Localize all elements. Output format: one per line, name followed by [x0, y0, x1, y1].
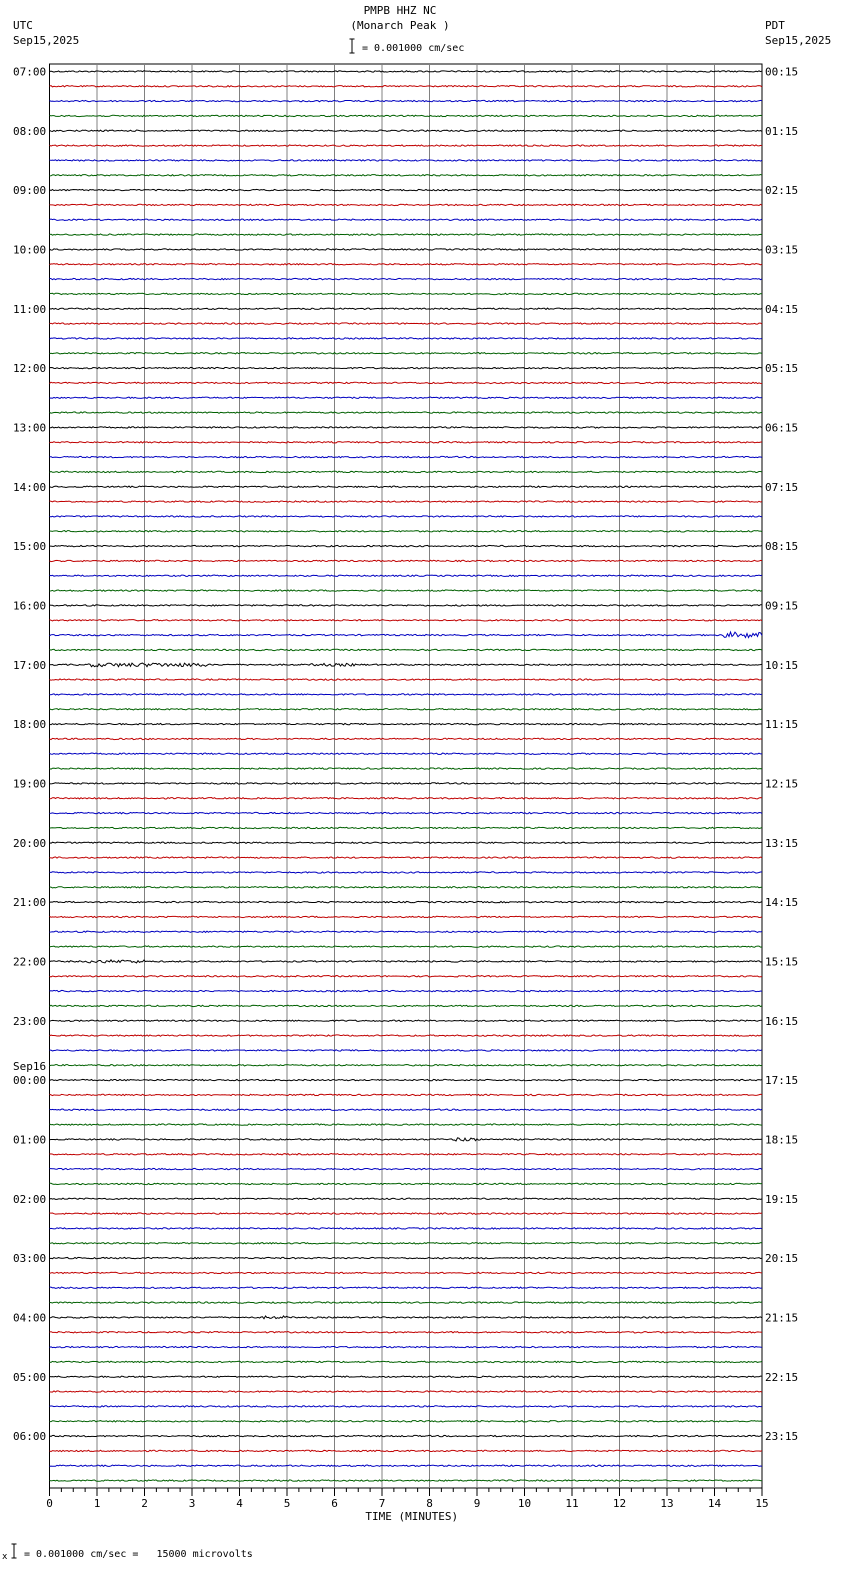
seismic-trace [50, 620, 763, 621]
seismic-trace [50, 723, 763, 724]
seismic-trace [50, 382, 763, 383]
seismic-trace [50, 1168, 763, 1169]
left-date-label: Sep15,2025 [13, 34, 80, 47]
seismic-trace [50, 471, 763, 472]
utc-hour-label: 07:00 [13, 65, 47, 79]
seismic-trace [50, 189, 763, 190]
seismic-trace [50, 1346, 763, 1347]
pdt-hour-label: 10:15 [765, 658, 799, 672]
seismic-trace [50, 204, 763, 205]
seismic-trace [50, 234, 763, 235]
x-tick-label: 7 [378, 1497, 386, 1510]
x-tick-label: 13 [660, 1497, 674, 1510]
seismic-trace [50, 1198, 763, 1199]
seismic-trace [50, 768, 763, 769]
seismic-trace [50, 1109, 763, 1110]
utc-hour-label: 04:00 [13, 1311, 47, 1325]
seismic-trace [50, 456, 763, 457]
seismic-trace [50, 857, 763, 858]
seismic-trace [50, 1154, 763, 1155]
seismic-trace [50, 1480, 763, 1481]
utc-hour-label: 20:00 [13, 836, 47, 850]
station-title: PMPB HHZ NC [363, 4, 437, 17]
seismic-trace [50, 1183, 763, 1184]
pdt-hour-label: 07:15 [765, 480, 799, 494]
pdt-hour-label: 05:15 [765, 362, 799, 376]
pdt-hour-label: 14:15 [765, 896, 799, 910]
seismic-trace [50, 694, 763, 695]
seismic-trace [50, 1391, 763, 1392]
seismic-trace [50, 1332, 763, 1333]
x-tick-label: 4 [236, 1497, 243, 1510]
pdt-hour-label: 06:15 [765, 421, 799, 435]
seismic-trace [50, 249, 763, 250]
utc-hour-label: 11:00 [13, 302, 47, 316]
utc-hour-label: 14:00 [13, 480, 47, 494]
pdt-hour-label: 12:15 [765, 777, 799, 791]
utc-hour-label: 05:00 [13, 1370, 47, 1384]
seismic-trace [50, 412, 763, 413]
utc-hour-label: 18:00 [13, 718, 47, 732]
seismic-trace [50, 115, 763, 116]
footer-scale-label: = 0.001000 cm/sec = 15000 microvolts [24, 1549, 253, 1560]
scale-label: = 0.001000 cm/sec [362, 43, 465, 54]
pdt-hour-label: 21:15 [765, 1311, 799, 1325]
left-timezone-label: UTC [13, 19, 33, 32]
seismic-trace [50, 175, 763, 176]
x-tick-label: 9 [473, 1497, 481, 1510]
seismic-trace [50, 1316, 763, 1319]
seismic-trace [50, 353, 763, 354]
pdt-hour-label: 02:15 [765, 184, 799, 198]
seismic-trace [50, 575, 763, 576]
seismic-trace [50, 545, 763, 546]
pdt-hour-label: 03:15 [765, 243, 799, 257]
pdt-hour-label: 23:15 [765, 1430, 799, 1444]
seismic-trace [50, 812, 763, 813]
seismic-trace [50, 1020, 763, 1021]
seismic-trace [50, 916, 763, 917]
utc-hour-label: 06:00 [13, 1430, 47, 1444]
seismic-trace [50, 976, 763, 977]
seismic-trace [50, 397, 763, 398]
plot-frame [50, 64, 763, 1488]
seismic-trace [50, 1450, 763, 1451]
utc-hour-label: 03:00 [13, 1252, 47, 1266]
x-tick-label: 2 [141, 1497, 148, 1510]
seismic-trace [50, 1376, 763, 1377]
x-tick-label: 1 [93, 1497, 101, 1510]
seismic-trace [50, 1124, 763, 1125]
seismic-trace [50, 1287, 763, 1288]
seismic-trace [50, 679, 763, 680]
seismic-trace [50, 531, 763, 532]
seismic-trace [50, 278, 763, 279]
date-change-label: Sep16 [13, 1060, 47, 1074]
seismic-trace [50, 86, 763, 87]
pdt-hour-label: 22:15 [765, 1370, 799, 1384]
x-tick-label: 6 [331, 1497, 338, 1510]
x-axis-label: TIME (MINUTES) [365, 1510, 459, 1523]
seismic-trace [50, 1065, 763, 1066]
seismic-trace [50, 946, 763, 947]
seismic-trace [50, 590, 763, 591]
seismic-trace [50, 1302, 763, 1303]
seismic-trace [50, 649, 763, 650]
seismic-trace [50, 1079, 763, 1080]
pdt-hour-label: 00:15 [765, 65, 799, 79]
x-tick-label: 0 [46, 1497, 53, 1510]
seismic-trace [50, 1421, 763, 1422]
seismic-trace [50, 872, 763, 873]
seismic-trace [50, 901, 763, 902]
seismic-trace [50, 931, 763, 932]
right-timezone-label: PDT [765, 19, 785, 32]
utc-hour-label: 22:00 [13, 955, 47, 969]
utc-hour-label: 16:00 [13, 599, 47, 613]
pdt-hour-label: 17:15 [765, 1074, 799, 1088]
pdt-hour-label: 01:15 [765, 124, 799, 138]
x-tick-label: 15 [755, 1497, 769, 1510]
seismic-trace [50, 887, 763, 888]
seismic-trace [50, 323, 763, 324]
seismic-trace [50, 1257, 763, 1258]
seismic-trace [50, 960, 763, 963]
pdt-hour-label: 16:15 [765, 1014, 799, 1028]
seismic-trace [50, 442, 763, 443]
utc-hour-label: 09:00 [13, 184, 47, 198]
seismic-trace [50, 145, 763, 146]
seismic-trace [50, 783, 763, 784]
seismic-trace [50, 1406, 763, 1407]
seismic-trace [50, 1435, 763, 1436]
utc-hour-label: 12:00 [13, 362, 47, 376]
seismic-trace [50, 1035, 763, 1036]
x-tick-label: 14 [707, 1497, 722, 1510]
seismic-trace [50, 71, 763, 72]
seismic-trace [50, 100, 763, 101]
utc-hour-label: 01:00 [13, 1133, 47, 1147]
pdt-hour-label: 15:15 [765, 955, 799, 969]
seismic-trace [50, 367, 763, 368]
seismic-trace [50, 1361, 763, 1362]
seismic-trace [50, 605, 763, 606]
x-tick-label: 12 [612, 1497, 627, 1510]
seismic-trace [50, 798, 763, 799]
pdt-hour-label: 20:15 [765, 1252, 799, 1266]
utc-hour-label: 19:00 [13, 777, 47, 791]
seismic-trace [50, 338, 763, 339]
seismic-trace [50, 663, 763, 667]
utc-hour-label: 21:00 [13, 896, 47, 910]
seismic-trace [50, 560, 763, 561]
seismic-trace [50, 842, 763, 843]
pdt-hour-label: 11:15 [765, 718, 799, 732]
seismic-trace [50, 632, 763, 637]
seismic-trace [50, 1050, 763, 1051]
utc-hour-label: 08:00 [13, 124, 47, 138]
seismic-trace [50, 1005, 763, 1006]
seismic-trace [50, 160, 763, 161]
pdt-hour-label: 08:15 [765, 540, 799, 554]
seismic-trace [50, 1272, 763, 1273]
seismic-trace [50, 1465, 763, 1466]
seismic-trace [50, 827, 763, 828]
seismic-trace [50, 1138, 763, 1141]
seismic-trace [50, 1228, 763, 1229]
footer-scale-bar-icon [10, 1543, 18, 1559]
seismic-trace [50, 308, 763, 309]
pdt-hour-label: 13:15 [765, 836, 799, 850]
x-tick-label: 8 [426, 1497, 433, 1510]
utc-hour-label: 02:00 [13, 1192, 47, 1206]
seismic-trace [50, 753, 763, 754]
utc-hour-label: 13:00 [13, 421, 47, 435]
seismic-trace [50, 501, 763, 502]
right-date-label: Sep15,2025 [765, 34, 832, 47]
seismic-trace [50, 1094, 763, 1095]
site-subtitle: (Monarch Peak ) [350, 19, 450, 32]
utc-hour-label: 15:00 [13, 540, 47, 554]
seismic-trace [50, 293, 763, 294]
utc-hour-label: 10:00 [13, 243, 47, 257]
seismic-trace [50, 516, 763, 517]
seismic-trace [50, 990, 763, 991]
seismic-trace [50, 738, 763, 739]
pdt-hour-label: 19:15 [765, 1192, 799, 1206]
seismic-trace [50, 219, 763, 220]
seismic-trace [50, 264, 763, 265]
pdt-hour-label: 04:15 [765, 302, 799, 316]
pdt-hour-label: 18:15 [765, 1133, 799, 1147]
utc-hour-label: 23:00 [13, 1014, 47, 1028]
seismic-trace [50, 486, 763, 487]
seismic-trace [50, 1213, 763, 1214]
x-tick-label: 11 [565, 1497, 579, 1510]
pdt-hour-label: 09:15 [765, 599, 799, 613]
utc-hour-label: 17:00 [13, 658, 47, 672]
seismic-trace [50, 130, 763, 131]
seismic-trace [50, 1243, 763, 1244]
x-tick-label: 10 [517, 1497, 532, 1510]
x-tick-label: 3 [188, 1497, 196, 1510]
footer-marker-icon: x [2, 1552, 8, 1562]
seismic-trace [50, 709, 763, 710]
x-tick-label: 5 [283, 1497, 291, 1510]
seismic-trace [50, 427, 763, 428]
utc-hour-label: 00:00 [13, 1074, 47, 1088]
